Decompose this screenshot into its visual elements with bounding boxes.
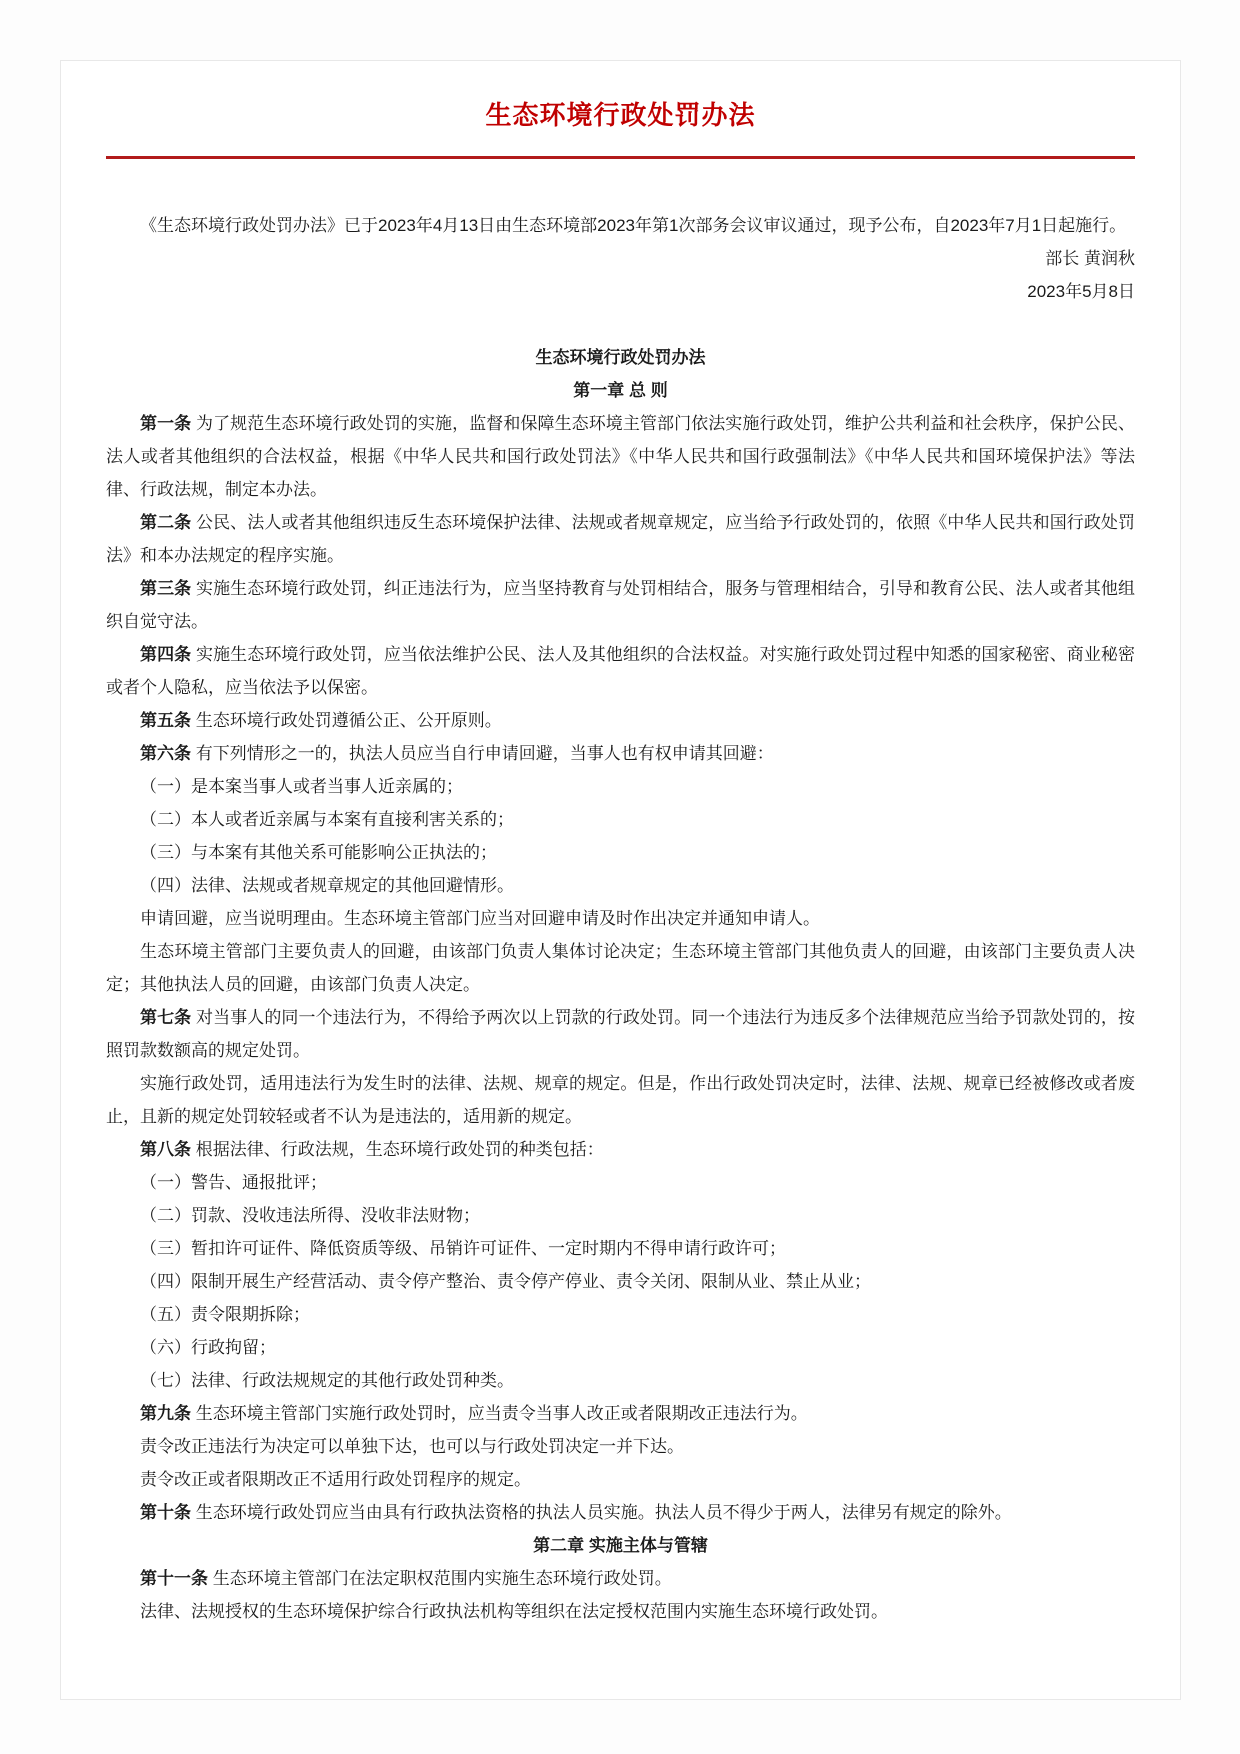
article-label: 第三条 — [140, 579, 192, 598]
body-paragraph: 第七条 对当事人的同一个违法行为，不得给予两次以上罚款的行政处罚。同一个违法行为违反多个法律规范应当给予罚款处罚的，按照罚款数额高的规定处罚。 — [106, 1008, 1136, 1060]
body-paragraph: （四）限制开展生产经营活动、责令停产整治、责令停产停业、责令关闭、限制从业、禁止从业； — [140, 1272, 871, 1291]
body-paragraph: 生态环境主管部门主要负责人的回避，由该部门负责人集体讨论决定；生态环境主管部门其他负责人的回避，由该部门主要负责人决定；其他执法人员的回避，由该部门负责人决定。 — [106, 942, 1135, 994]
body-paragraph: （五）责令限期拆除； — [140, 1305, 310, 1324]
body-paragraph: 第八条 根据法律、行政法规，生态环境行政处罚的种类包括： — [140, 1140, 604, 1159]
body-paragraph: （二）本人或者近亲属与本案有直接利害关系的； — [140, 810, 514, 829]
article-label: 第一条 — [140, 414, 192, 433]
body-paragraph: 法律、法规授权的生态环境保护综合行政执法机构等组织在法定授权范围内实施生态环境行政处罚。 — [140, 1602, 888, 1621]
date-line: 2023年5月8日 — [1027, 282, 1135, 301]
page-title: 生态环境行政处罚办法 — [485, 100, 756, 130]
body-paragraph: 申请回避，应当说明理由。生态环境主管部门应当对回避申请及时作出决定并通知申请人。 — [140, 909, 820, 928]
body-paragraph: （一）是本案当事人或者当事人近亲属的； — [140, 777, 463, 796]
body-paragraph: 第二条 公民、法人或者其他组织违反生态环境保护法律、法规或者规章规定，应当给予行政处罚的，依照《中华人民共和国行政处罚法》和本办法规定的程序实施。 — [106, 513, 1136, 565]
chapter-heading: 第二章 实施主体与管辖 — [533, 1536, 708, 1555]
body-paragraph: 第十条 生态环境行政处罚应当由具有行政执法资格的执法人员实施。执法人员不得少于两人，法律另有规定的除外。 — [140, 1503, 1012, 1522]
article-label: 第十条 — [140, 1503, 191, 1522]
article-label: 第六条 — [140, 744, 191, 763]
body-paragraph: 责令改正或者限期改正不适用行政处罚程序的规定。 — [140, 1470, 531, 1489]
article-label: 第九条 — [140, 1404, 191, 1423]
body-paragraph: 第九条 生态环境主管部门实施行政处罚时，应当责令当事人改正或者限期改正违法行为。 — [140, 1404, 808, 1423]
article-label: 第八条 — [140, 1140, 191, 1159]
body-paragraph: （四）法律、法规或者规章规定的其他回避情形。 — [140, 876, 514, 895]
intro-paragraph: 《生态环境行政处罚办法》已于2023年4月13日由生态环境部2023年第1次部务会议审议通过，现予公布，自2023年7月1日起施行。 — [140, 216, 1127, 235]
signature-line: 部长 黄润秋 — [1045, 249, 1135, 268]
title-divider — [106, 156, 1135, 159]
document-body-title: 生态环境行政处罚办法 — [535, 348, 706, 367]
body-paragraph: （七）法律、行政法规规定的其他行政处罚种类。 — [140, 1371, 514, 1390]
body-paragraph: 责令改正违法行为决定可以单独下达，也可以与行政处罚决定一并下达。 — [140, 1437, 684, 1456]
document-page — [60, 60, 1181, 1700]
body-paragraph: 第一条 为了规范生态环境行政处罚的实施，监督和保障生态环境主管部门依法实施行政处罚，维护公共利益和社会秩序，保护公民、法人或者其他组织的合法权益，根据《中华人民共和国行政处罚法》《中华人民共和国行政强制法》《中华人民共和国环境保护法》等法律、行政法规，制定本办法。 — [106, 414, 1136, 499]
body-paragraph: 第六条 有下列情形之一的，执法人员应当自行申请回避，当事人也有权申请其回避： — [140, 744, 774, 763]
body-paragraph: （三）暂扣许可证件、降低资质等级、吊销许可证件、一定时期内不得申请行政许可； — [140, 1239, 786, 1258]
article-label: 第五条 — [140, 711, 191, 730]
article-label: 第二条 — [140, 513, 192, 532]
body-paragraph: （三）与本案有其他关系可能影响公正执法的； — [140, 843, 497, 862]
article-label: 第十一条 — [140, 1569, 208, 1588]
chapter-heading: 第一章 总 则 — [573, 381, 668, 400]
body-paragraph: （一）警告、通报批评； — [140, 1173, 327, 1192]
body-paragraph: （六）行政拘留； — [140, 1338, 276, 1357]
article-label: 第四条 — [140, 645, 192, 664]
body-paragraph: 实施行政处罚，适用违法行为发生时的法律、法规、规章的规定。但是，作出行政处罚决定时，法律、法规、规章已经被修改或者废止，且新的规定处罚较轻或者不认为是违法的，适用新的规定。 — [106, 1074, 1135, 1126]
body-paragraph: （二）罚款、没收违法所得、没收非法财物； — [140, 1206, 480, 1225]
body-paragraph: 第五条 生态环境行政处罚遵循公正、公开原则。 — [140, 711, 502, 730]
body-paragraph: 第四条 实施生态环境行政处罚，应当依法维护公民、法人及其他组织的合法权益。对实施行政处罚过程中知悉的国家秘密、商业秘密或者个人隐私，应当依法予以保密。 — [106, 645, 1136, 697]
body-paragraph: 第三条 实施生态环境行政处罚，纠正违法行为，应当坚持教育与处罚相结合，服务与管理相结合，引导和教育公民、法人或者其他组织自觉守法。 — [106, 579, 1136, 631]
article-label: 第七条 — [140, 1008, 192, 1027]
document-body — [106, 374, 1135, 1628]
body-paragraph: 第十一条 生态环境主管部门在法定职权范围内实施生态环境行政处罚。 — [140, 1569, 672, 1588]
